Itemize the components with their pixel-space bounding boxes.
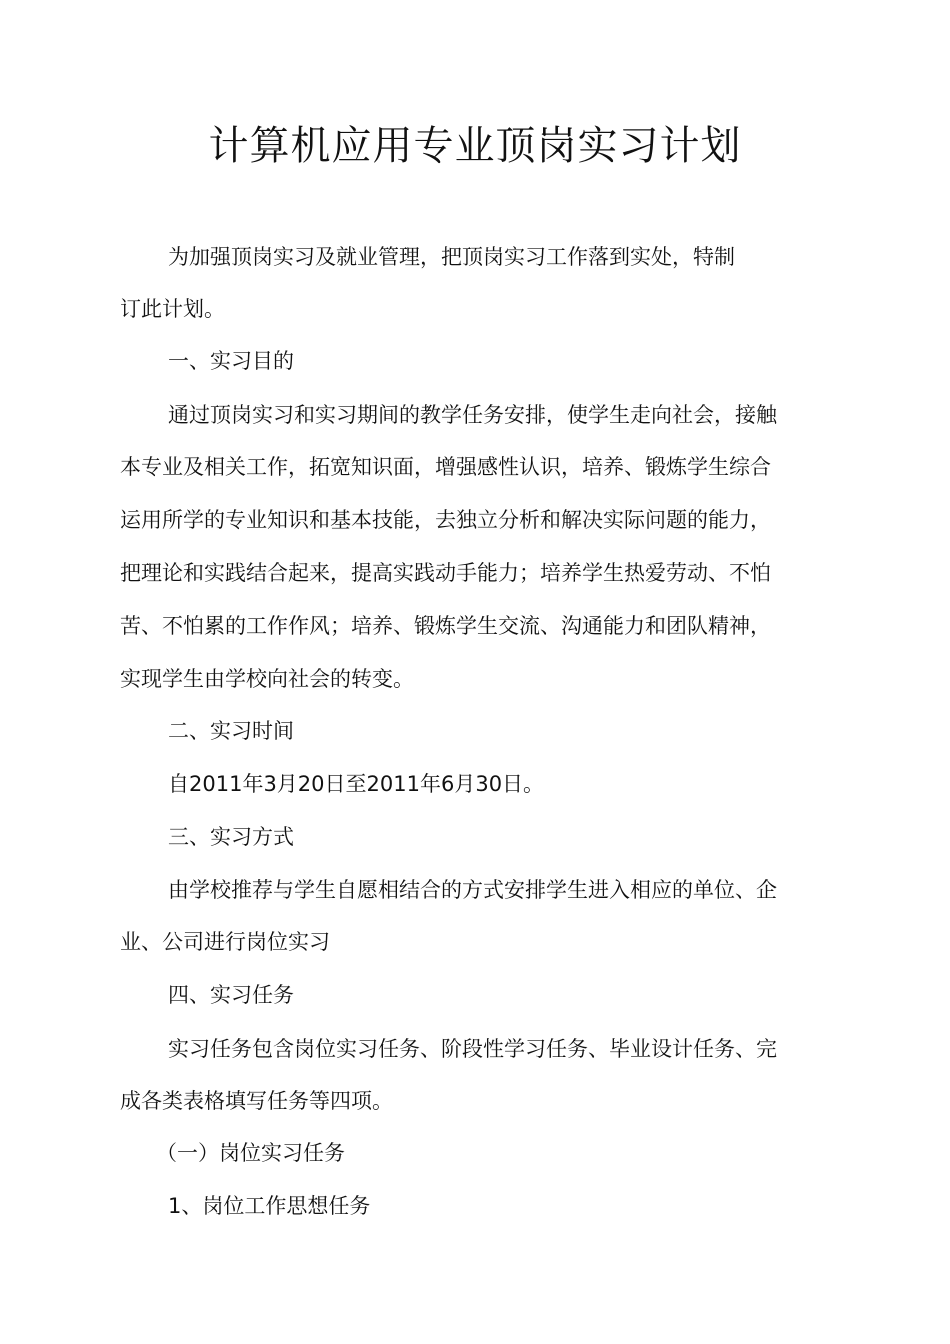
item-heading-1: 1、岗位工作思想任务 [168, 1194, 371, 1218]
tasks-line-1: 实习任务包含岗位实习任务、阶段性学习任务、毕业设计任务、完 [168, 1037, 777, 1061]
time-line: 自2011年3月20日至2011年6月30日。 [168, 772, 545, 796]
tasks-line-2: 成各类表格填写任务等四项。 [120, 1089, 393, 1113]
method-line-1: 由学校推荐与学生自愿相结合的方式安排学生进入相应的单位、企 [168, 878, 777, 902]
section-heading-method: 三、实习方式 [168, 825, 294, 849]
purpose-line-2: 本专业及相关工作，拓宽知识面，增强感性认识，培养、锻炼学生综合 [120, 455, 771, 479]
section-heading-time: 二、实习时间 [168, 719, 294, 743]
purpose-line-4: 把理论和实践结合起来，提高实践动手能力；培养学生热爱劳动、不怕 [120, 561, 771, 585]
purpose-line-3: 运用所学的专业知识和基本技能，去独立分析和解决实际问题的能力， [120, 508, 771, 532]
purpose-line-5: 苦、不怕累的工作作风；培养、锻炼学生交流、沟通能力和团队精神， [120, 614, 771, 638]
section-heading-tasks: 四、实习任务 [168, 983, 294, 1007]
section-heading-purpose: 一、实习目的 [168, 349, 294, 373]
method-line-2: 业、公司进行岗位实习 [120, 930, 330, 954]
purpose-line-6: 实现学生由学校向社会的转变。 [120, 667, 414, 691]
intro-line-2: 订此计划。 [120, 297, 225, 321]
subsection-heading-post-tasks: （一）岗位实习任务 [156, 1141, 345, 1165]
document-title: 计算机应用专业顶岗实习计划 [208, 123, 742, 169]
purpose-line-1: 通过顶岗实习和实习期间的教学任务安排，使学生走向社会，接触 [168, 403, 777, 427]
intro-line-1: 为加强顶岗实习及就业管理，把顶岗实习工作落到实处，特制 [168, 245, 735, 269]
